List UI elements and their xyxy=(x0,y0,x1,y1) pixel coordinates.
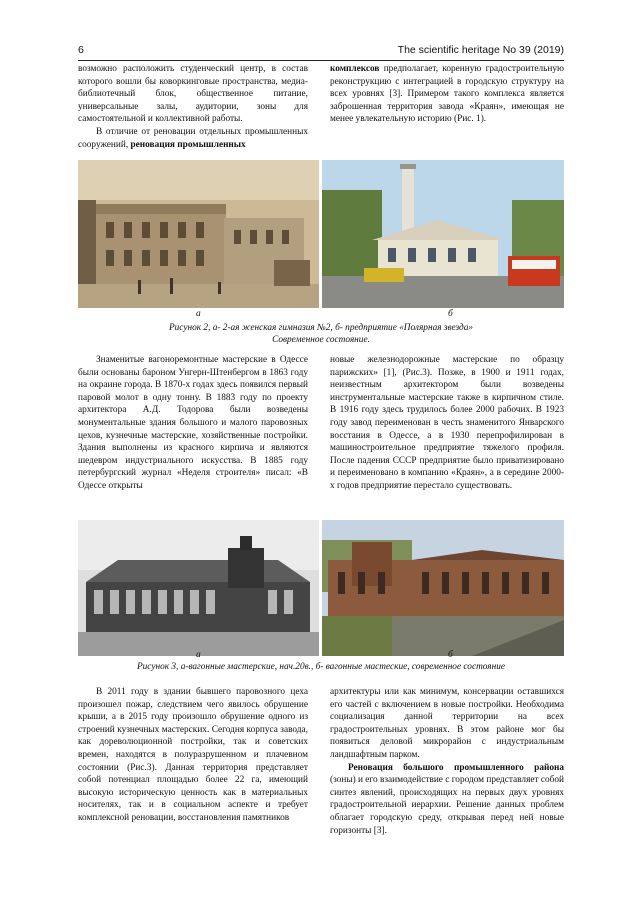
figure2-label-a: а xyxy=(196,309,201,319)
paragraph: возможно расположить студенческий центр, в состав которого вошли бы коворкинговые пространства, медиа-библиотечный блок, общественное питание, универсальные залы, аудитории, зоны для самостоятельной и коллективной работы. xyxy=(78,64,308,125)
figure2-caption xyxy=(78,322,564,346)
header-rule xyxy=(78,60,564,61)
paragraph: архитектуры или как минимум, консервации оставшихся его частей с включением в новые постройки. Необходима социализация данной территории на всех градостроительных уровнях. В этом районе мог бы появиться деловой микрорайон с индустриальным ландшафтным парком. xyxy=(330,687,564,760)
paragraph: В отличие от реновации отдельных промышленных сооружений, реновация промышленных xyxy=(78,126,308,150)
page-number: 6 xyxy=(78,44,84,56)
figure2-caption-line1: Рисунок 2, а- 2-ая женская гимназия №2, б- предприятие «Полярная звезда» xyxy=(168,323,474,333)
figure2-label-b: б xyxy=(448,309,453,319)
photo-railcar-workshops-now xyxy=(322,520,564,656)
middle-left-column xyxy=(78,354,308,493)
paragraph: Знаменитые вагоноремонтные мастерские в Одессе были основаны бароном Унгерн-Штенбергом в 1863 году на окраине города. В 1870-х годах здесь появился первый паровой молот в одну тонну. В 1883 году по проекту архитектора А.Д. Тодорова были возведены монументальные здания большого и малого паровозных цехов, кузнечные мастерские, хозяйственные постройки. Здания выполнены из красного кирпича и являются шедевром индустриального искусства. В 1885 году петербургский журнал «Неделя строителя» писал: «В Одессе открыты xyxy=(78,355,308,491)
running-header xyxy=(78,44,564,60)
journal-title: The scientific heritage No 39 (2019) xyxy=(397,44,564,56)
figure3-label-b: б xyxy=(448,650,453,660)
paragraph: Реновация большого промышленного района (зоны) и его взаимодействие с городом представляет собой синтез явлений, происходящих на первых двух уровнях градостроительной иерархии. Решение данных проблем облагает городскую среду, открывая перед ней новые горизонты [3]. xyxy=(330,762,564,836)
photo-gymnasium xyxy=(78,160,319,308)
top-left-column xyxy=(78,63,308,151)
figure2-caption-line2: Современное состояние. xyxy=(272,335,370,345)
bottom-left-column xyxy=(78,686,308,825)
paragraph: В 2011 году в здании бывшего паровозного цеха произошел пожар, следствием чего явилось обрушение крыши, а в 2015 году произошло обрушение одного из строений кузнечных мастерских. Сегодня корпуса завода, как дореволюционной постройки, так и советских времен, находятся в полуразрушенном и плачевном состоянии (Рис.3). Данная территория представляет собой потенциал площадью более 22 га, имеющий высокую историческую ценность как в материальных носителях, так и в социальном аспекте и требует комплексной реновации, восстановления памятников xyxy=(78,687,308,823)
paragraph: новые железнодорожные мастерские по образцу парижских» [1], (Рис.3). Позже, в 1900 и 1911 годах, неизвестным архитектором были возведены инструментальные мастерские также в кирпичном стиле. В 1916 году здесь трудилось более 2000 рабочих. В 1923 году завод переименован в честь знаменитого Январского восстания в Одессе, а в 1930 перепрофилирован в машиностроительное предприятие тяжелого профиля. После падения СССР предприятие было приватизировано и переименовано в компанию «Краян», а в середине 2000-х годов предприятие перестало существовать. xyxy=(330,355,564,491)
middle-right-column xyxy=(330,354,564,493)
photo-polar-star-plant xyxy=(322,160,564,308)
figure3-caption: Рисунок 3, а-вагонные мастерские, нач.20в., б- вагонные мастеские, современное состояние xyxy=(136,662,506,672)
top-right-column xyxy=(330,63,564,126)
figure3-label-a: а xyxy=(196,650,201,660)
paragraph: комплексов предполагает, коренную градостроительную реконструкцию с интеграцией в городскую структуру на всех уровнях [3]. Примером такого комплекса является заброшенная территория завода «Краян», имеющая не менее увлекательную историю (Рис. 1). xyxy=(330,64,564,125)
bottom-right-column xyxy=(330,686,564,837)
photo-railcar-workshops-old xyxy=(78,520,319,656)
